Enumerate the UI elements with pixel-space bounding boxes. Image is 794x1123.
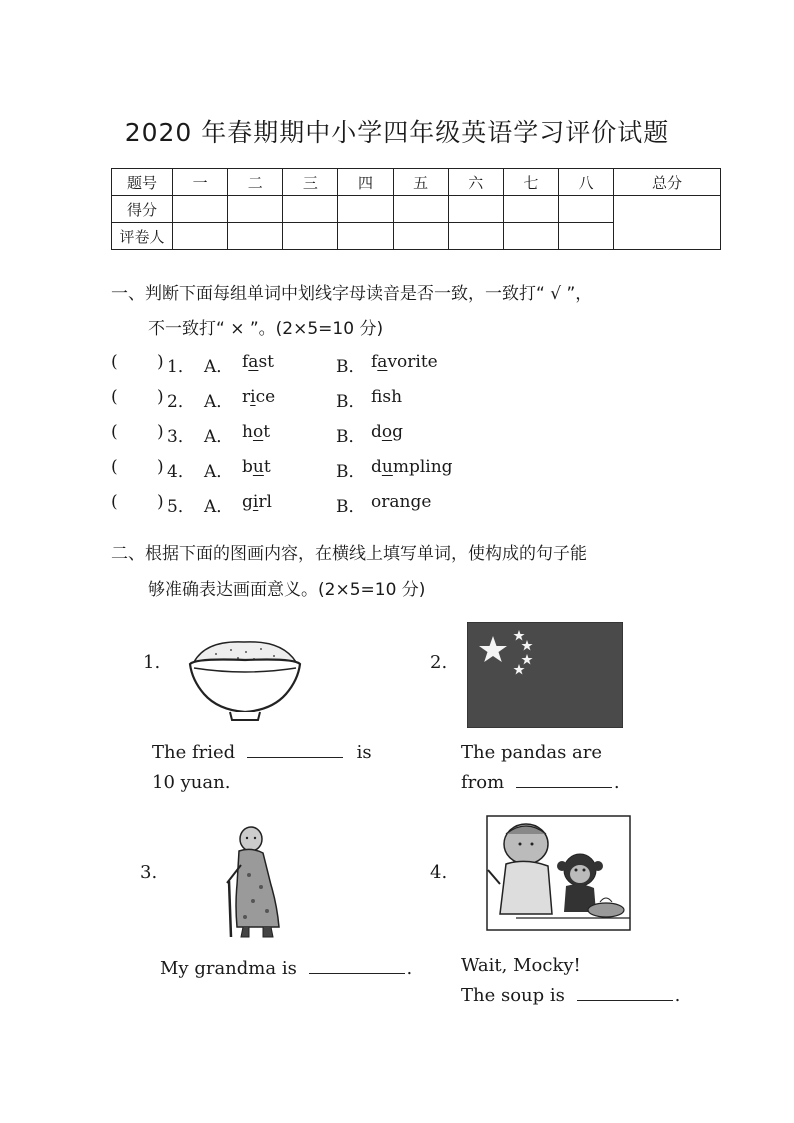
answer-blank[interactable]	[516, 773, 612, 788]
grader-cell[interactable]	[173, 223, 228, 250]
rice-bowl-image	[186, 632, 304, 724]
score-cell[interactable]	[448, 196, 503, 223]
score-header-cell: 六	[448, 169, 503, 196]
answer-paren-close: )	[157, 352, 164, 372]
total-score-cell[interactable]	[614, 196, 721, 250]
grader-cell[interactable]	[338, 223, 393, 250]
underlined-letter: a	[377, 352, 388, 372]
score-table-header-row	[112, 169, 721, 196]
section2-heading: 二、根据下面的图画内容，在横线上填写单词，使构成的句子能	[111, 544, 587, 564]
score-header-cell: 总分	[614, 169, 721, 196]
option-b-label: B．	[336, 357, 366, 377]
underlined-letter: o	[252, 422, 264, 442]
grader-cell[interactable]	[448, 223, 503, 250]
option-a-label: A．	[204, 497, 234, 517]
score-cell[interactable]	[228, 196, 283, 223]
answer-paren-open: (	[111, 387, 118, 407]
question-number: 2.	[430, 652, 448, 673]
score-cell[interactable]	[393, 196, 448, 223]
score-cell[interactable]	[283, 196, 338, 223]
q2-part3: .	[613, 772, 620, 793]
q1-part1: The fried	[152, 742, 236, 763]
grader-cell[interactable]	[283, 223, 338, 250]
q3-part1: My grandma is	[160, 958, 297, 979]
q2-text-line2	[461, 768, 620, 798]
word-part: g	[242, 492, 253, 512]
underlined-letter: i	[252, 492, 259, 512]
score-header-cell: 四	[338, 169, 393, 196]
option-b-label: B．	[336, 427, 366, 447]
answer-paren-open: (	[111, 352, 118, 372]
answer-blank[interactable]	[577, 986, 673, 1001]
item-number: 3．	[167, 427, 195, 447]
score-cell[interactable]	[173, 196, 228, 223]
score-header-cell: 二	[228, 169, 283, 196]
underlined-letter: o	[381, 422, 393, 442]
word-part: f	[242, 352, 249, 372]
page-title: 2020 年春期期中小学四年级英语学习评价试题	[124, 118, 670, 147]
section1-instructions: 不一致打“ × ”。(2×5=10 分)	[148, 319, 384, 339]
china-flag-image	[467, 622, 623, 728]
word-part: g	[392, 422, 404, 442]
score-cell[interactable]	[558, 196, 613, 223]
grader-row-label: 评卷人	[112, 223, 173, 250]
q4-part2: The soup is	[461, 985, 565, 1006]
underlined-letter: u	[252, 457, 264, 477]
option-b-word	[371, 457, 453, 477]
word-part: mpling	[392, 457, 453, 477]
score-header-cell: 题号	[112, 169, 173, 196]
section2-instructions: 够准确表达画面意义。(2×5=10 分)	[148, 580, 426, 600]
q1-text	[152, 738, 372, 768]
option-a-label: A．	[204, 392, 234, 412]
word-part: vorite	[387, 352, 438, 372]
word-part: orang	[371, 492, 422, 512]
option-a-word	[242, 492, 272, 512]
q1-text-line2: 10 yuan.	[152, 772, 231, 793]
answer-paren-open: (	[111, 457, 118, 477]
word-part: st	[258, 352, 274, 372]
answer-blank[interactable]	[309, 959, 405, 974]
answer-blank[interactable]	[247, 743, 343, 758]
score-table	[111, 168, 721, 250]
q4-text-line2	[461, 981, 680, 1011]
grader-cell[interactable]	[393, 223, 448, 250]
question-number: 3.	[140, 862, 158, 883]
word-part: sh	[382, 387, 403, 407]
word-part: t	[263, 457, 271, 477]
answer-box[interactable]	[119, 352, 155, 374]
item-number: 4．	[167, 462, 195, 482]
option-a-label: A．	[204, 462, 234, 482]
q4-part3: .	[674, 985, 681, 1006]
section1-heading: 一、判断下面每组单词中划线字母读音是否一致，一致打“ √ ”，	[111, 284, 593, 304]
score-header-cell: 三	[283, 169, 338, 196]
old-woman-image	[215, 825, 287, 940]
word-part: r	[242, 387, 251, 407]
word-part: f	[371, 352, 378, 372]
word-part: d	[371, 422, 382, 442]
answer-box[interactable]	[119, 457, 155, 479]
score-row	[112, 196, 721, 223]
option-a-word	[242, 457, 271, 477]
score-header-cell: 七	[503, 169, 558, 196]
option-b-label: B．	[336, 497, 366, 517]
option-b-label: B．	[336, 462, 366, 482]
score-cell[interactable]	[503, 196, 558, 223]
score-header-cell: 五	[393, 169, 448, 196]
question-number: 1.	[143, 652, 161, 673]
monkey-soup-image	[486, 814, 632, 932]
q3-part2: .	[406, 958, 413, 979]
option-a-label: A．	[204, 357, 234, 377]
item-number: 2．	[167, 392, 195, 412]
option-a-word	[242, 422, 270, 442]
option-b-label: B．	[336, 392, 366, 412]
question-number: 4.	[430, 862, 448, 883]
option-b-word	[371, 492, 431, 512]
score-row-label: 得分	[112, 196, 173, 223]
answer-paren-close: )	[157, 422, 164, 442]
option-a-label: A．	[204, 427, 234, 447]
q1-part2: is	[356, 742, 372, 763]
answer-box[interactable]	[119, 387, 155, 409]
answer-paren-close: )	[157, 387, 164, 407]
word-part: h	[242, 422, 253, 442]
q2-part2: from	[461, 772, 505, 793]
item-number: 5．	[167, 497, 195, 517]
q4-text: Wait, Mocky!	[461, 955, 581, 976]
score-cell[interactable]	[338, 196, 393, 223]
grader-cell[interactable]	[558, 223, 613, 250]
answer-box[interactable]	[119, 492, 155, 514]
underlined-letter: a	[248, 352, 259, 372]
answer-paren-close: )	[157, 457, 164, 477]
score-header-cell: 一	[173, 169, 228, 196]
word-part: d	[371, 457, 382, 477]
option-a-word	[242, 387, 275, 407]
underlined-letter: i	[250, 387, 256, 407]
q2-text: The pandas are	[461, 742, 603, 763]
word-part: f	[371, 387, 383, 407]
grader-cell[interactable]	[503, 223, 558, 250]
word-part: t	[263, 422, 271, 442]
option-a-word	[242, 352, 274, 372]
word-part: ce	[255, 387, 276, 407]
option-b-word	[371, 422, 403, 442]
answer-box[interactable]	[119, 422, 155, 444]
option-b-word	[371, 387, 402, 407]
word-part: b	[242, 457, 253, 477]
answer-paren-open: (	[111, 422, 118, 442]
answer-paren-close: )	[157, 492, 164, 512]
word-part: e	[421, 492, 432, 512]
score-header-cell: 八	[558, 169, 613, 196]
q3-text	[160, 954, 412, 984]
word-part: rl	[258, 492, 272, 512]
underlined-letter: u	[381, 457, 393, 477]
item-number: 1．	[167, 357, 195, 377]
grader-cell[interactable]	[228, 223, 283, 250]
option-b-word	[371, 352, 438, 372]
answer-paren-open: (	[111, 492, 118, 512]
